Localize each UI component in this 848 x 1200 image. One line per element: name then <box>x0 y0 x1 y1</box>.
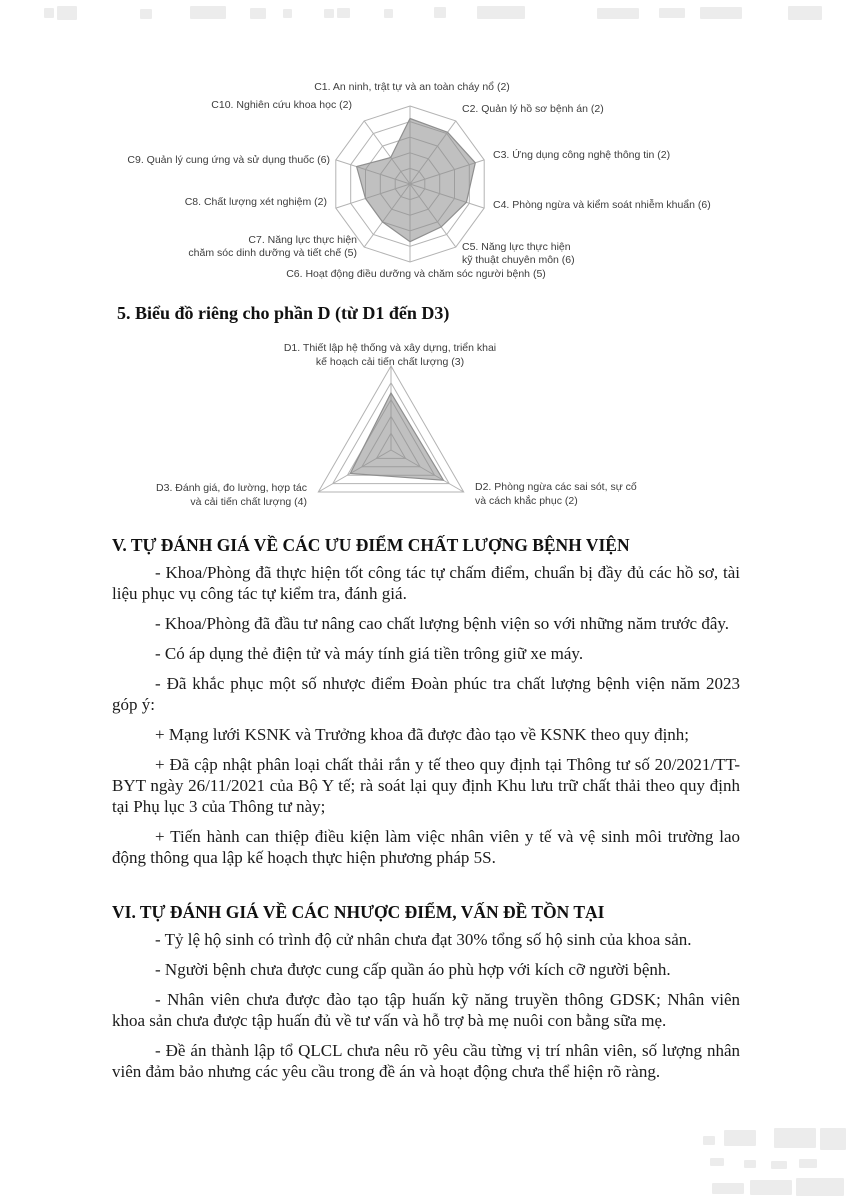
scan-artifact <box>57 6 77 20</box>
section-vi <box>112 901 740 1082</box>
scan-artifact <box>703 1136 715 1145</box>
scan-artifact <box>710 1158 724 1166</box>
radar-axis-label: D3. Đánh giá, đo lường, hợp tác và cải tiến chất lượng (4) <box>156 482 307 508</box>
paragraph: - Nhân viên chưa được đào tạo tập huấn kỹ năng truyền thông GDSK; Nhân viên khoa sản chưa được tập huấn đủ về tư vấn và hỗ trợ bà mẹ nuôi con bằng sữa mẹ. <box>112 990 740 1030</box>
paragraph: - Đã khắc phục một số nhược điểm Đoàn phúc tra chất lượng bệnh viện năm 2023 góp ý: <box>112 674 740 714</box>
section-vi-paragraphs <box>112 929 740 1082</box>
scan-artifact <box>659 8 685 18</box>
scan-artifact <box>384 9 393 18</box>
scan-artifact <box>788 6 822 20</box>
section-v <box>112 534 740 868</box>
radar-axis-label: C5. Năng lực thực hiện kỹ thuật chuyên môn (6) <box>462 241 575 266</box>
radar-data-polygon <box>350 393 443 480</box>
paragraph: + Mạng lưới KSNK và Trưởng khoa đã được đào tạo về KSNK theo quy định; <box>155 725 690 744</box>
scan-artifact <box>324 9 334 18</box>
paragraph: + Đã cập nhật phân loại chất thải rắn y tế theo quy định tại Thông tư số 20/2021/TT-BYT ngày 26/11/2021 của Bộ Y tế; rà soát lại quy định Khu lưu trữ chất thải theo quy định tại Phụ lục 3 của Thông tư này; <box>112 755 740 816</box>
scan-artifact <box>283 9 292 18</box>
radar-chart-d1-d3 <box>0 335 848 525</box>
radar-axis-label: C10. Nghiên cứu khoa học (2) <box>211 99 352 111</box>
paragraph: - Đề án thành lập tổ QLCL chưa nêu rõ yêu cầu từng vị trí nhân viên, số lượng nhân viên đảm bảo nhưng các yêu cầu trong đề án và hoạt động chưa thể hiện rõ ràng. <box>112 1041 740 1081</box>
section-v-heading: V. TỰ ĐÁNH GIÁ VỀ CÁC ƯU ĐIỂM CHẤT LƯỢNG BỆNH VIỆN <box>112 535 630 555</box>
scan-artifact <box>744 1160 756 1168</box>
radar-chart-c1-c10 <box>0 75 848 310</box>
paragraph: - Người bệnh chưa được cung cấp quần áo phù hợp với kích cỡ người bệnh. <box>155 960 671 979</box>
radar-axis-label: C4. Phòng ngừa và kiểm soát nhiễm khuẩn (6) <box>493 199 711 211</box>
radar-axis-label: C1. An ninh, trật tự và an toàn cháy nổ (2) <box>314 81 510 93</box>
scan-artifact <box>712 1183 744 1194</box>
radar-axis-label: C8. Chất lượng xét nghiệm (2) <box>184 196 327 208</box>
paragraph: - Có áp dụng thẻ điện tử và máy tính giá tiền trông giữ xe máy. <box>155 644 584 663</box>
scan-artifact <box>700 7 742 19</box>
scan-artifact <box>799 1159 817 1168</box>
radar-axis-label: D2. Phòng ngừa các sai sót, sự cố và cách khắc phục (2) <box>475 481 637 507</box>
scan-artifact <box>250 8 266 19</box>
scan-artifact <box>820 1128 846 1150</box>
heading-d-chart: 5. Biểu đồ riêng cho phần D (từ D1 đến D3) <box>117 303 450 323</box>
radar-axis-label: C6. Hoạt động điều dưỡng và chăm sóc người bệnh (5) <box>286 268 546 280</box>
paragraph: + Tiến hành can thiệp điều kiện làm việc nhân viên y tế và vệ sinh môi trường lao động thông qua lập kế hoạch thực hiện phương pháp 5S. <box>112 827 740 867</box>
paragraph: - Khoa/Phòng đã thực hiện tốt công tác tự chấm điểm, chuẩn bị đầy đủ các hồ sơ, tài liệu phục vụ công tác tự kiểm tra, đánh giá. <box>112 563 740 603</box>
scan-artifact <box>140 9 152 19</box>
section-vi-heading: VI. TỰ ĐÁNH GIÁ VỀ CÁC NHƯỢC ĐIỂM, VẤN ĐỀ TỒN TẠI <box>112 902 605 922</box>
scan-artifact <box>477 6 525 19</box>
scan-artifact <box>190 6 226 19</box>
scan-artifact <box>337 8 350 18</box>
radar-axis-label: C7. Năng lực thực hiện chăm sóc dinh dưỡng và tiết chế (5) <box>188 234 357 259</box>
radar-axis-label: D1. Thiết lập hệ thống và xây dựng, triển khai kế hoạch cải tiến chất lượng (3) <box>283 342 497 368</box>
scan-artifact <box>724 1130 756 1146</box>
scan-artifact <box>44 8 54 18</box>
scan-artifact <box>434 7 446 18</box>
paragraph: - Khoa/Phòng đã đầu tư nâng cao chất lượng bệnh viện so với những năm trước đây. <box>155 614 730 633</box>
scan-artifact <box>796 1178 844 1196</box>
radar-data-polygon <box>357 119 476 242</box>
scan-artifact <box>774 1128 816 1148</box>
radar-axis-label: C3. Ứng dụng công nghệ thông tin (2) <box>493 149 671 161</box>
radar-axis-label: C9. Quản lý cung ứng và sử dụng thuốc (6) <box>127 154 330 166</box>
radar-axis-label: C2. Quản lý hồ sơ bệnh án (2) <box>462 103 604 115</box>
scan-artifact <box>750 1180 792 1195</box>
scan-artifact <box>597 8 639 19</box>
scan-artifact <box>771 1161 787 1169</box>
section-v-paragraphs <box>112 562 740 868</box>
paragraph: - Tỷ lệ hộ sinh có trình độ cử nhân chưa đạt 30% tổng số hộ sinh của khoa sản. <box>155 930 692 949</box>
